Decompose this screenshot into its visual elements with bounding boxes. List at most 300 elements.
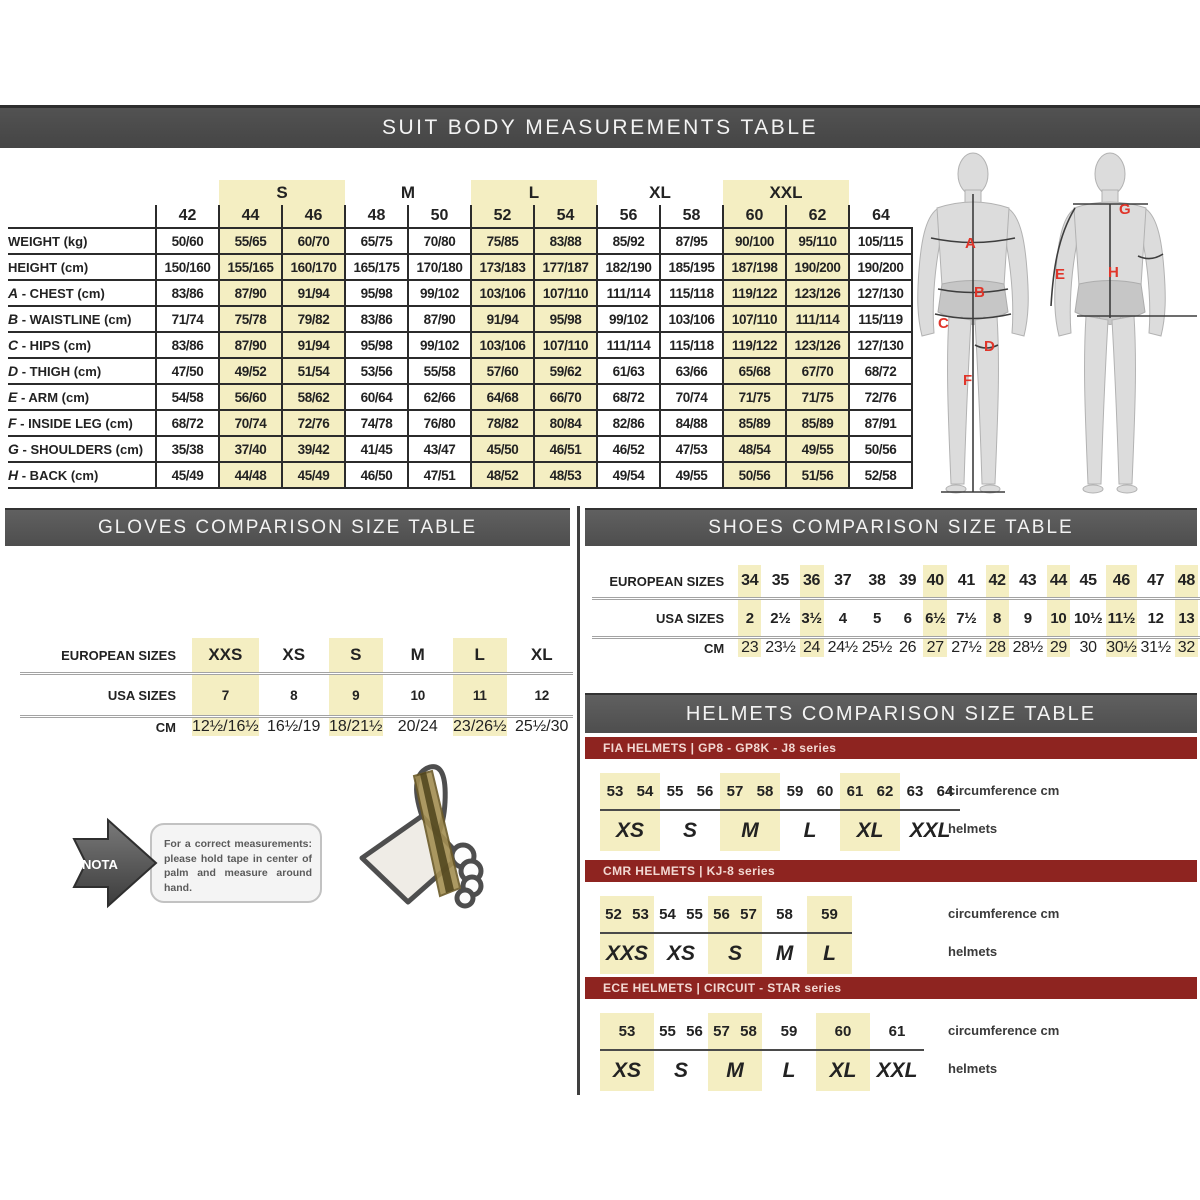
- suit-cell: 155/165: [219, 254, 282, 280]
- suit-cell: 111/114: [597, 280, 660, 306]
- suit-group-header: L: [471, 180, 597, 205]
- suit-row-label: E - ARM (cm): [8, 384, 156, 410]
- helmet-number-cell: 60: [816, 1013, 870, 1050]
- helmet-series-banner: FIA HELMETS | GP8 - GP8K - J8 series: [585, 737, 1197, 759]
- suit-cell: 87/91: [849, 410, 912, 436]
- suit-cell: 59/62: [534, 358, 597, 384]
- suit-cell: 46/50: [345, 462, 408, 488]
- suit-table-row: [8, 228, 912, 254]
- suit-table-row: [8, 280, 912, 306]
- shoe-size-cell: 8: [984, 599, 1011, 638]
- helmet-number-cell: 59: [780, 773, 810, 810]
- suit-cell: 55/65: [219, 228, 282, 254]
- gloves-section-title: GLOVES COMPARISON SIZE TABLE: [97, 517, 478, 538]
- helmet-number-cell: 57: [720, 773, 750, 810]
- shoe-size-cell: 31½: [1140, 639, 1171, 656]
- helmet-size-cell: XS: [666, 942, 695, 965]
- suit-row-label: F - INSIDE LEG (cm): [8, 410, 156, 436]
- helmet-circumference-row: [600, 1013, 924, 1050]
- suit-cell: 39/42: [282, 436, 345, 462]
- shoe-size-cell: 48: [1173, 565, 1200, 599]
- shoe-size-cell: 6½: [921, 599, 949, 638]
- suit-cell: 103/106: [471, 280, 534, 306]
- measurement-letter-b: B: [974, 284, 985, 301]
- helmet-number-cell: 53: [600, 773, 630, 810]
- suit-cell: 55/58: [408, 358, 471, 384]
- shoe-size-cell: 27½: [951, 639, 982, 656]
- row-label: CM: [155, 719, 176, 735]
- helmet-series-banner: ECE HELMETS | CIRCUIT - STAR series: [585, 977, 1197, 999]
- suit-row-label: H - BACK (cm): [8, 462, 156, 488]
- nota-callout: [72, 815, 328, 911]
- suit-cell: 123/126: [786, 280, 849, 306]
- suit-cell: 51/56: [786, 462, 849, 488]
- glove-size-cell: L: [449, 638, 511, 674]
- suit-cell: 85/89: [723, 410, 786, 436]
- helmet-number-cell: 61: [840, 773, 870, 810]
- suit-size-header: 46: [282, 205, 345, 228]
- suit-cell: 165/175: [345, 254, 408, 280]
- suit-table-row: [8, 332, 912, 358]
- suit-cell: 76/80: [408, 410, 471, 436]
- suit-cell: 46/51: [534, 436, 597, 462]
- shoe-size-cell: 23: [736, 638, 763, 658]
- glove-size-cell: 25½/30: [515, 718, 569, 735]
- suit-cell: 45/49: [282, 462, 345, 488]
- suit-cell: 49/55: [660, 462, 723, 488]
- suit-cell: 182/190: [597, 254, 660, 280]
- suit-cell: 105/115: [849, 228, 912, 254]
- shoe-size-cell: 30½: [1106, 639, 1137, 656]
- helmet-number-cell: 60: [810, 773, 840, 810]
- suit-cell: 107/110: [534, 332, 597, 358]
- helmet-number-cell: 58: [735, 1013, 762, 1050]
- suit-group-header: M: [400, 182, 416, 202]
- helmet-size-cell: S: [682, 819, 697, 842]
- shoe-size-cell: 47: [1139, 565, 1173, 599]
- suit-group-header: S: [219, 180, 345, 205]
- shoe-size-cell: 10: [1045, 599, 1072, 638]
- suit-cell: 95/110: [786, 228, 849, 254]
- suit-cell: 47/53: [660, 436, 723, 462]
- suit-cell: 190/200: [849, 254, 912, 280]
- suit-cell: 35/38: [156, 436, 219, 462]
- suit-size-header: 62: [786, 205, 849, 228]
- suit-row-label: A - CHEST (cm): [8, 280, 156, 306]
- suit-table-row: [8, 436, 912, 462]
- helmet-size-cell: XXL: [876, 1059, 918, 1082]
- shoe-size-cell: 26: [899, 639, 917, 656]
- suit-cell: 65/75: [345, 228, 408, 254]
- comparison-row: [592, 565, 1200, 599]
- suit-cell: 49/55: [786, 436, 849, 462]
- suit-cell: 111/114: [597, 332, 660, 358]
- shoe-size-cell: 36: [798, 565, 826, 599]
- suit-cell: 72/76: [282, 410, 345, 436]
- glove-size-cell: 20/24: [397, 718, 438, 735]
- helmet-block-ece: [585, 977, 1197, 1091]
- helmet-size-table: [600, 773, 960, 851]
- section-divider: [577, 506, 580, 1095]
- shoe-size-cell: 12: [1139, 599, 1173, 638]
- suit-row-label: C - HIPS (cm): [8, 332, 156, 358]
- suit-cell: 72/76: [849, 384, 912, 410]
- suit-cell: 47/50: [156, 358, 219, 384]
- circumference-label: circumference cm: [948, 906, 1060, 921]
- helmet-size-cell: M: [720, 810, 780, 851]
- helmet-size-cell: XL: [840, 810, 900, 851]
- thumb-measure-illustration: [350, 760, 510, 920]
- shoe-size-cell: 7½: [949, 599, 983, 638]
- helmet-block-fia: [585, 737, 1197, 851]
- helmet-size-cell: XS: [600, 1050, 654, 1091]
- helmets-section-header: [585, 693, 1197, 733]
- suit-cell: 170/180: [408, 254, 471, 280]
- suit-group-header: [156, 180, 219, 205]
- helmet-number-cell: 56: [681, 1013, 708, 1050]
- shoe-size-cell: 30: [1079, 639, 1097, 656]
- shoe-size-cell: 3½: [798, 599, 826, 638]
- suit-cell: 48/54: [723, 436, 786, 462]
- shoes-section-header: [585, 508, 1197, 546]
- suit-cell: 51/54: [282, 358, 345, 384]
- front-figure: [918, 153, 1028, 493]
- suit-cell: 91/94: [282, 332, 345, 358]
- measurement-letter-e: E: [1055, 266, 1066, 283]
- suit-cell: 173/183: [471, 254, 534, 280]
- comparison-row: [592, 638, 1200, 658]
- comparison-row: [20, 638, 573, 674]
- gloves-section-header: [5, 508, 570, 546]
- suit-cell: 95/98: [534, 306, 597, 332]
- suit-cell: 50/56: [723, 462, 786, 488]
- suit-cell: 99/102: [597, 306, 660, 332]
- measurement-letter-g: G: [1119, 201, 1131, 218]
- suit-row-label: D - THIGH (cm): [8, 358, 156, 384]
- shoe-size-cell: 2½: [763, 599, 797, 638]
- suit-cell: 87/95: [660, 228, 723, 254]
- circumference-label: circumference cm: [948, 1023, 1060, 1038]
- suit-cell: 53/56: [345, 358, 408, 384]
- suit-cell: 61/63: [597, 358, 660, 384]
- suit-row-label: G - SHOULDERS (cm): [8, 436, 156, 462]
- suit-cell: 75/85: [471, 228, 534, 254]
- helmets-section-title: HELMETS COMPARISON SIZE TABLE: [685, 703, 1097, 725]
- helmet-number-cell: 61: [870, 1013, 924, 1050]
- suit-cell: 111/114: [786, 306, 849, 332]
- helmet-number-cell: 55: [654, 1013, 681, 1050]
- helmet-size-cell: L: [782, 1059, 796, 1082]
- suit-cell: 71/75: [723, 384, 786, 410]
- helmet-sizes-row: [600, 933, 852, 974]
- suit-table: [8, 180, 913, 489]
- suit-cell: 83/88: [534, 228, 597, 254]
- suit-size-header: 54: [534, 205, 597, 228]
- suit-cell: 50/60: [156, 228, 219, 254]
- suit-cell: 85/89: [786, 410, 849, 436]
- shoe-size-cell: 28½: [1012, 639, 1043, 656]
- suit-cell: 177/187: [534, 254, 597, 280]
- helmet-size-table: [600, 896, 852, 974]
- suit-cell: 85/92: [597, 228, 660, 254]
- glove-size-cell: XL: [511, 638, 573, 674]
- circumference-label: circumference cm: [948, 783, 1060, 798]
- row-label: EUROPEAN SIZES: [20, 638, 188, 674]
- suit-cell: 63/66: [660, 358, 723, 384]
- suit-cell: 48/52: [471, 462, 534, 488]
- suit-cell: 60/64: [345, 384, 408, 410]
- comparison-row: [20, 717, 573, 737]
- suit-section-header: [0, 105, 1200, 148]
- helmet-circumference-row: [600, 896, 852, 933]
- helmet-size-table: [600, 1013, 924, 1091]
- suit-cell: 90/100: [723, 228, 786, 254]
- glove-size-cell: 7: [188, 674, 263, 717]
- measurement-letter-h: H: [1108, 264, 1119, 281]
- suit-cell: 50/56: [849, 436, 912, 462]
- glove-size-cell: 12½/16½: [188, 717, 263, 737]
- suit-cell: 115/119: [849, 306, 912, 332]
- shoe-size-cell: 44: [1045, 565, 1072, 599]
- shoe-size-cell: 38: [860, 565, 894, 599]
- suit-cell: 127/130: [849, 280, 912, 306]
- helmet-size-cell: L: [803, 819, 817, 842]
- row-label: USA SIZES: [20, 674, 188, 717]
- helmet-number-cell: 53: [600, 1013, 654, 1050]
- suit-cell: 107/110: [534, 280, 597, 306]
- shoe-size-cell: 24: [798, 638, 826, 658]
- suit-cell: 45/49: [156, 462, 219, 488]
- suit-cell: 49/52: [219, 358, 282, 384]
- helmet-number-cell: 57: [708, 1013, 735, 1050]
- shoe-size-cell: 45: [1072, 565, 1104, 599]
- suit-cell: 68/72: [597, 384, 660, 410]
- suit-cell: 65/68: [723, 358, 786, 384]
- suit-cell: 91/94: [282, 280, 345, 306]
- shoes-section-title: SHOES COMPARISON SIZE TABLE: [708, 517, 1074, 538]
- helmet-row-labels: [948, 1013, 1059, 1089]
- shoe-size-cell: 34: [736, 565, 763, 599]
- suit-size-header: 42: [156, 205, 219, 228]
- shoe-size-cell: 5: [860, 599, 894, 638]
- suit-cell: 78/82: [471, 410, 534, 436]
- suit-cell: 87/90: [408, 306, 471, 332]
- suit-cell: 123/126: [786, 332, 849, 358]
- shoe-size-cell: 32: [1173, 638, 1200, 658]
- helmet-sizes-row: [600, 810, 960, 851]
- helmets-label: helmets: [948, 821, 998, 836]
- suit-group-header: [849, 180, 912, 205]
- glove-size-cell: 18/21½: [325, 717, 387, 737]
- helmet-number-cell: 57: [735, 896, 762, 933]
- shoe-size-cell: 35: [763, 565, 797, 599]
- body-figures: [905, 148, 1200, 500]
- helmets-label: helmets: [948, 1061, 998, 1076]
- suit-cell: 83/86: [156, 332, 219, 358]
- suit-cell: 119/122: [723, 280, 786, 306]
- suit-cell: 83/86: [345, 306, 408, 332]
- helmet-number-cell: 56: [708, 896, 735, 933]
- glove-size-cell: 10: [387, 674, 449, 717]
- suit-cell: 52/58: [849, 462, 912, 488]
- suit-cell: 60/70: [282, 228, 345, 254]
- suit-row-label: WEIGHT (kg): [8, 228, 156, 254]
- shoe-size-cell: 40: [921, 565, 949, 599]
- suit-cell: 91/94: [471, 306, 534, 332]
- suit-cell: 45/50: [471, 436, 534, 462]
- helmet-number-cell: 55: [660, 773, 690, 810]
- glove-size-cell: 16½/19: [267, 718, 321, 735]
- shoe-size-cell: 27: [921, 638, 949, 658]
- suit-cell: 48/53: [534, 462, 597, 488]
- suit-cell: 185/195: [660, 254, 723, 280]
- suit-size-header: 44: [219, 205, 282, 228]
- helmet-number-cell: 54: [630, 773, 660, 810]
- suit-table-row: [8, 384, 912, 410]
- suit-cell: 71/74: [156, 306, 219, 332]
- glove-size-cell: S: [325, 638, 387, 674]
- glove-size-cell: 12: [511, 674, 573, 717]
- suit-table-row: [8, 306, 912, 332]
- suit-cell: 68/72: [156, 410, 219, 436]
- suit-group-header: XL: [649, 182, 671, 202]
- helmet-size-cell: XXS: [600, 933, 654, 974]
- glove-size-cell: 9: [325, 674, 387, 717]
- shoe-size-cell: 39: [894, 565, 921, 599]
- helmet-sizes-row: [600, 1050, 924, 1091]
- helmet-row-labels: [948, 773, 1059, 849]
- shoes-table: [592, 565, 1200, 657]
- shoe-size-cell: 9: [1011, 599, 1045, 638]
- suit-size-header: 60: [723, 205, 786, 228]
- suit-cell: 115/118: [660, 332, 723, 358]
- suit-group-header: XXL: [723, 180, 849, 205]
- suit-table-row: [8, 410, 912, 436]
- suit-cell: 107/110: [723, 306, 786, 332]
- suit-cell: 95/98: [345, 280, 408, 306]
- helmet-circumference-row: [600, 773, 960, 810]
- suit-cell: 80/84: [534, 410, 597, 436]
- suit-cell: 79/82: [282, 306, 345, 332]
- shoe-size-cell: 24½: [827, 639, 858, 656]
- helmet-size-cell: S: [673, 1059, 688, 1082]
- helmet-size-cell: M: [775, 942, 794, 965]
- helmet-series-banner: CMR HELMETS | KJ-8 series: [585, 860, 1197, 882]
- suit-cell: 103/106: [660, 306, 723, 332]
- comparison-row: [592, 599, 1200, 638]
- suit-cell: 46/52: [597, 436, 660, 462]
- suit-table-row: [8, 254, 912, 280]
- suit-cell: 43/47: [408, 436, 471, 462]
- helmet-number-cell: 58: [750, 773, 780, 810]
- suit-cell: 66/70: [534, 384, 597, 410]
- suit-cell: 187/198: [723, 254, 786, 280]
- helmet-block-cmr: [585, 860, 1197, 974]
- helmet-size-cell: XS: [600, 810, 660, 851]
- helmet-number-cell: 55: [681, 896, 708, 933]
- suit-cell: 64/68: [471, 384, 534, 410]
- suit-group-row: [8, 180, 912, 205]
- glove-size-cell: XXS: [188, 638, 263, 674]
- suit-size-header: 48: [345, 205, 408, 228]
- helmet-size-cell: L: [807, 933, 852, 974]
- suit-cell: 99/102: [408, 332, 471, 358]
- shoe-size-cell: 11½: [1104, 599, 1138, 638]
- suit-cell: 75/78: [219, 306, 282, 332]
- suit-section-title: SUIT BODY MEASUREMENTS TABLE: [381, 116, 819, 139]
- shoe-size-cell: 25½: [861, 639, 893, 656]
- helmet-number-cell: 52: [600, 896, 627, 933]
- suit-cell: 49/54: [597, 462, 660, 488]
- shoe-size-cell: 46: [1104, 565, 1138, 599]
- suit-cell: 87/90: [219, 332, 282, 358]
- suit-size-header: 64: [849, 205, 912, 228]
- suit-row-label: HEIGHT (cm): [8, 254, 156, 280]
- shoe-size-cell: 28: [984, 638, 1011, 658]
- helmet-size-cell: S: [708, 933, 762, 974]
- shoe-size-cell: 42: [984, 565, 1011, 599]
- glove-size-cell: 8: [263, 674, 325, 717]
- glove-size-cell: 11: [449, 674, 511, 717]
- shoe-size-cell: 29: [1045, 638, 1072, 658]
- suit-cell: 150/160: [156, 254, 219, 280]
- helmet-number-cell: 63: [900, 773, 930, 810]
- suit-cell: 70/80: [408, 228, 471, 254]
- glove-size-cell: 23/26½: [449, 717, 511, 737]
- suit-cell: 103/106: [471, 332, 534, 358]
- helmet-number-cell: 59: [807, 896, 852, 933]
- helmet-number-cell: 53: [627, 896, 654, 933]
- suit-size-header: 52: [471, 205, 534, 228]
- suit-cell: 87/90: [219, 280, 282, 306]
- helmet-number-cell: 58: [762, 896, 807, 933]
- measurement-letter-d: D: [984, 338, 995, 355]
- helmet-number-cell: 54: [654, 896, 681, 933]
- suit-cell: 71/75: [786, 384, 849, 410]
- helmet-row-labels: [948, 896, 1059, 972]
- suit-cell: 70/74: [660, 384, 723, 410]
- measurement-letter-a: A: [965, 235, 976, 252]
- suit-cell: 62/66: [408, 384, 471, 410]
- suit-cell: 56/60: [219, 384, 282, 410]
- suit-cell: 54/58: [156, 384, 219, 410]
- suit-size-header: 50: [408, 205, 471, 228]
- suit-cell: 95/98: [345, 332, 408, 358]
- shoe-size-cell: 2: [736, 599, 763, 638]
- shoe-size-cell: 41: [949, 565, 983, 599]
- helmet-size-cell: M: [708, 1050, 762, 1091]
- suit-table-row: [8, 358, 912, 384]
- suit-cell: 58/62: [282, 384, 345, 410]
- suit-cell: 41/45: [345, 436, 408, 462]
- suit-cell: 68/72: [849, 358, 912, 384]
- suit-cell: 127/130: [849, 332, 912, 358]
- measurement-letter-c: C: [938, 315, 949, 332]
- suit-cell: 70/74: [219, 410, 282, 436]
- helmets-label: helmets: [948, 944, 998, 959]
- suit-cell: 44/48: [219, 462, 282, 488]
- suit-cell: 83/86: [156, 280, 219, 306]
- suit-cell: 84/88: [660, 410, 723, 436]
- suit-cell: 82/86: [597, 410, 660, 436]
- suit-size-header: 58: [660, 205, 723, 228]
- shoe-size-cell: 13: [1173, 599, 1200, 638]
- nota-note-text: For a correct measurements: please hold tape in center of palm and measure around hand.: [164, 838, 312, 895]
- suit-table-row: [8, 462, 912, 488]
- nota-label: NOTA: [82, 857, 118, 872]
- helmet-number-cell: 62: [870, 773, 900, 810]
- suit-cell: 57/60: [471, 358, 534, 384]
